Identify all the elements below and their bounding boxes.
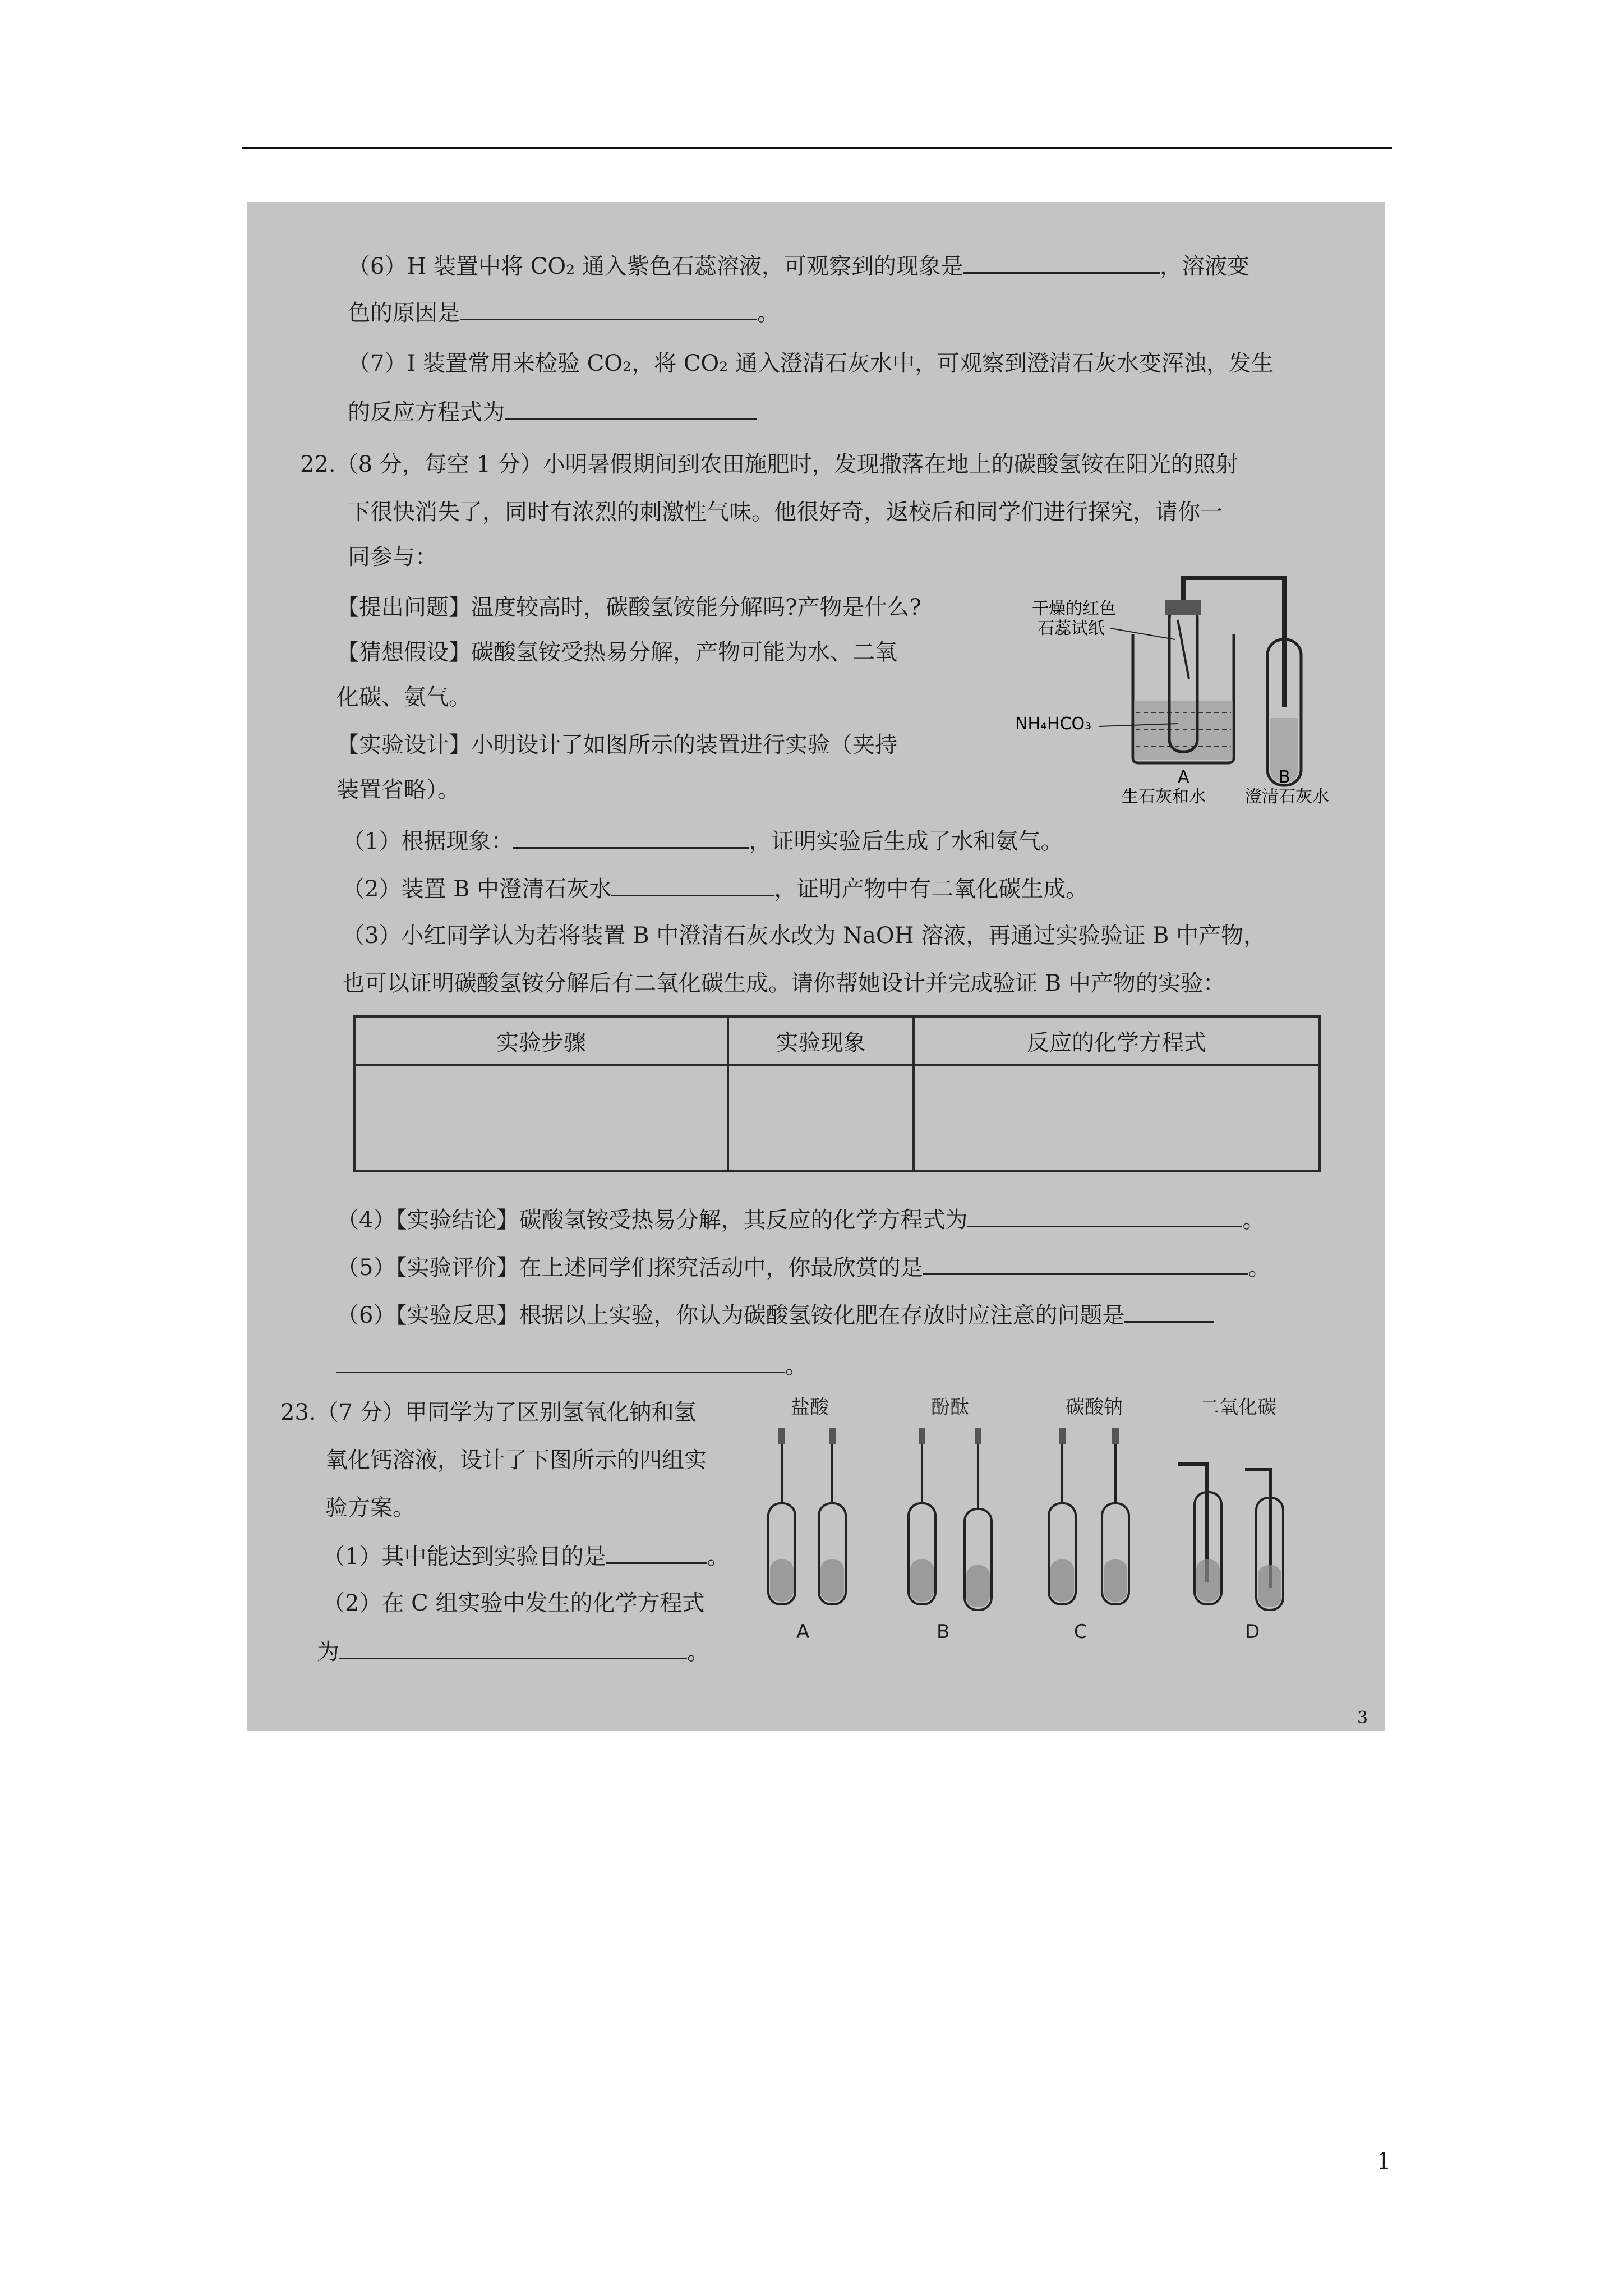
label-litmus-1: 干燥的红色 (1032, 599, 1116, 619)
q22-part-6: （6）【实验反思】根据以上实验，你认为碳酸氢铵化肥在存放时应注意的问题是 (336, 1299, 1214, 1331)
label-A: A (1178, 767, 1189, 787)
q22-part-1: （1）根据现象： ，证明实验后生成了水和氨气。 (342, 825, 1063, 857)
test-tube-groups-diagram (751, 1391, 1312, 1649)
answer-blank[interactable] (513, 825, 749, 849)
q21-line-6b: 色的原因是 。 (348, 296, 780, 329)
header-rule (242, 147, 1392, 149)
q23-part-2: （2）在 C 组实验中发生的化学方程式 (322, 1590, 705, 1616)
group-label: B (937, 1621, 950, 1643)
q22-design: 【实验设计】小明设计了如图所示的装置进行实验（夹持 (336, 732, 897, 758)
reagent-label: 二氧化碳 (1200, 1396, 1276, 1419)
table-cell[interactable] (728, 1065, 914, 1171)
q22-design-2: 装置省略）。 (336, 777, 460, 803)
answer-blank[interactable] (505, 395, 757, 420)
answer-blank[interactable] (460, 296, 757, 320)
experiment-table (353, 1015, 1321, 1172)
answer-blank[interactable] (923, 1251, 1248, 1275)
group-label: C (1074, 1621, 1087, 1643)
reagent-label: 盐酸 (791, 1396, 829, 1419)
q23-line-2: 氧化钙溶液，设计了下图所示的四组实 (325, 1447, 707, 1473)
group-label: D (1245, 1621, 1260, 1643)
q22-part-6b: 。 (336, 1349, 808, 1382)
q23-part-2b: 为 。 (317, 1635, 709, 1668)
label-nh4hco3: NH₄HCO₃ (1015, 714, 1092, 734)
answer-blank[interactable] (611, 872, 774, 896)
q22-line-3: 同参与： (348, 544, 437, 570)
group-label: A (796, 1621, 810, 1643)
apparatus-diagram (1015, 567, 1352, 813)
table-header: 实验现象 (728, 1016, 914, 1065)
q22-hypothesis: 【猜想假设】碳酸氢铵受热易分解，产物可能为水、二氧 (336, 639, 897, 665)
reagent-label: 碳酸钠 (1066, 1396, 1123, 1419)
q23-line-1: 23.（7 分）甲同学为了区别氢氧化钠和氢 (280, 1400, 697, 1425)
label-B: B (1279, 767, 1290, 787)
answer-blank[interactable] (1124, 1299, 1214, 1323)
answer-blank[interactable] (606, 1540, 707, 1564)
page-number: 1 (1377, 2148, 1391, 2174)
q22-line-1: 22.（8 分，每空 1 分）小明暑假期间到农田施肥时，发现撒落在地上的碳酸氢铵在阳光的照射 (300, 452, 1238, 477)
q21-line-7: （7）I 装置常用来检验 CO₂，将 CO₂ 通入澄清石灰水中，可观察到澄清石灰水变浑浊，发生 (348, 351, 1274, 376)
q22-part-3b: 也可以证明碳酸氢铵分解后有二氧化碳生成。请你帮她设计并完成验证 B 中产物的实验： (342, 970, 1225, 996)
q22-line-2: 下很快消失了，同时有浓烈的刺激性气味。他很好奇，返校后和同学们进行探究，请你一 (348, 499, 1223, 525)
label-litmus-2: 石蕊试纸 (1038, 619, 1105, 638)
reagent-label: 酚酞 (931, 1396, 969, 1419)
q23-part-1: （1）其中能达到实验目的是 。 (322, 1540, 729, 1572)
q22-part-3: （3）小红同学认为若将装置 B 中澄清石灰水改为 NaOH 溶液，再通过实验验证 B 中产物， (342, 923, 1266, 949)
table-cell[interactable] (354, 1065, 728, 1171)
q21-line-7b: 的反应方程式为 (348, 395, 757, 428)
q22-part-2: （2）装置 B 中澄清石灰水 ，证明产物中有二氧化碳生成。 (342, 872, 1088, 905)
answer-blank[interactable] (967, 1203, 1242, 1227)
q22-part-4: （4）【实验结论】碳酸氢铵受热易分解，其反应的化学方程式为 。 (336, 1203, 1265, 1236)
answer-blank[interactable] (963, 250, 1160, 274)
table-cell[interactable] (914, 1065, 1320, 1171)
table-header: 反应的化学方程式 (914, 1016, 1320, 1065)
answer-blank[interactable] (336, 1349, 785, 1373)
q23-line-3: 验方案。 (325, 1495, 415, 1521)
q22-part-5: （5）【实验评价】在上述同学们探究活动中，你最欣赏的是 。 (336, 1251, 1270, 1283)
q22-problem: 【提出问题】温度较高时，碳酸氢铵能分解吗?产物是什么? (336, 595, 921, 620)
q22-hypothesis-2: 化碳、氨气。 (336, 684, 471, 710)
label-B-sub: 澄清石灰水 (1245, 787, 1329, 807)
photo-page-number: 3 (1357, 1708, 1368, 1728)
table-header: 实验步骤 (354, 1016, 728, 1065)
label-A-sub: 生石灰和水 (1122, 787, 1206, 807)
q21-line-6: （6）H 装置中将 CO₂ 通入紫色石蕊溶液，可观察到的现象是 ，溶液变 (348, 250, 1249, 282)
answer-blank[interactable] (339, 1635, 687, 1659)
